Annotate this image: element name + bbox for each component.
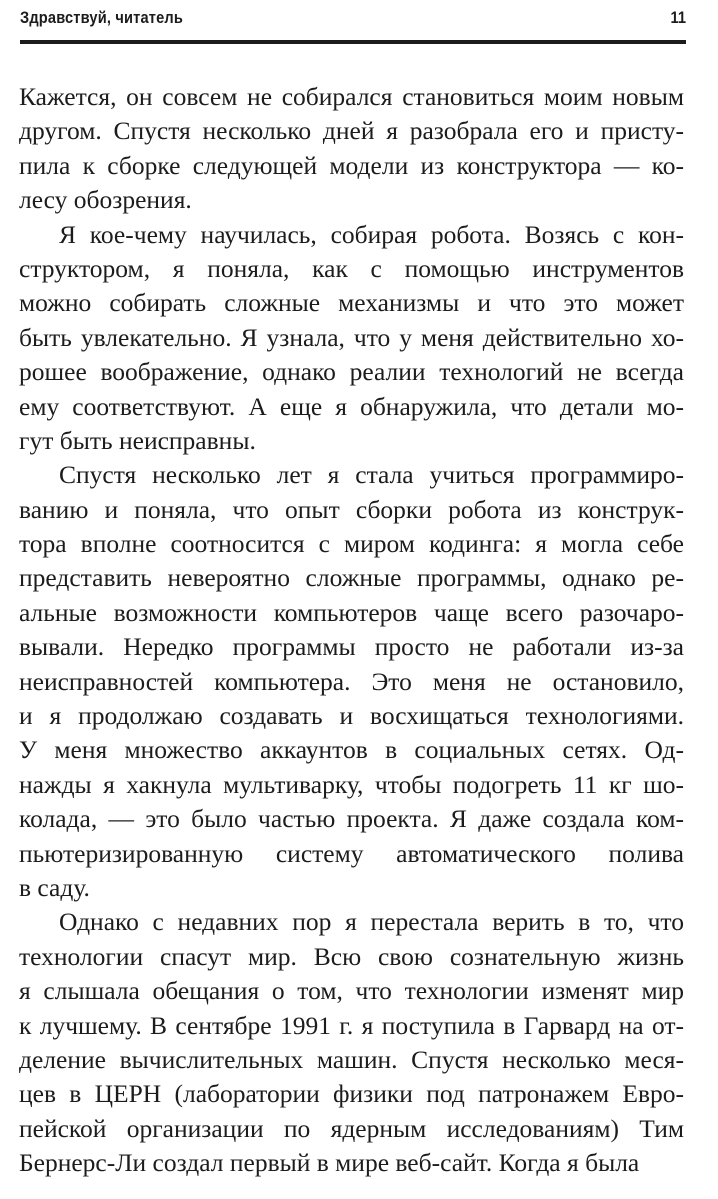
text-line: ванию и поняла, что опыт сборки робота из конструк- bbox=[19, 494, 684, 524]
text-line: можно собирать сложные механизмы и что это может bbox=[19, 288, 684, 318]
page-number: 11 bbox=[670, 8, 686, 27]
text-line: рошее воображение, однако реалии технологий не всегда bbox=[19, 357, 684, 387]
text-line: гут быть неисправны. bbox=[19, 425, 256, 455]
body-text bbox=[19, 80, 684, 1181]
running-header bbox=[20, 8, 686, 38]
text-line: структором, я поняла, как с помощью инструментов bbox=[19, 253, 684, 283]
text-line: деление вычислительных машин. Спустя несколько меся- bbox=[19, 1044, 684, 1074]
text-line: другом. Спустя несколько дней я разобрала его и присту- bbox=[19, 116, 684, 146]
paragraph bbox=[19, 218, 684, 459]
text-line: технологии спасут мир. Всю свою сознательную жизнь bbox=[19, 941, 684, 971]
text-line: Однако с недавних пор я перестала верить в то, что bbox=[59, 907, 684, 937]
text-line: Кажется, он совсем не собирался становиться моим новым bbox=[19, 82, 684, 111]
text-line: к лучшему. В сентябре 1991 г. я поступила в Гарвард на от- bbox=[19, 1010, 684, 1040]
text-line: тора вполне соотносится с миром кодинга: я могла себе bbox=[19, 529, 684, 559]
text-line: пейской организации по ядерным исследованиям) Тим bbox=[19, 1113, 684, 1143]
text-line: У меня множество аккаунтов в социальных сетях. Од- bbox=[19, 735, 684, 765]
paragraph bbox=[19, 905, 684, 1180]
text-line: ему соответствуют. А еще я обнаружила, что детали мо- bbox=[19, 391, 684, 421]
text-line: в саду. bbox=[19, 872, 90, 902]
text-line: и я продолжаю создавать и восхищаться технологиями. bbox=[19, 701, 684, 731]
text-line: я слышала обещания о том, что технологии изменят мир bbox=[19, 976, 684, 1006]
text-line: пила к сборке следующей модели из конструктора — ко- bbox=[19, 150, 684, 180]
text-line: цев в ЦЕРН (лаборатории физики под патронажем Евро- bbox=[19, 1079, 684, 1109]
chapter-title: Здравствуй, читатель bbox=[20, 8, 184, 27]
text-line: вывали. Нередко программы просто не работали из-за bbox=[19, 632, 684, 662]
text-line: представить невероятно сложные программы, однако ре- bbox=[19, 563, 684, 593]
text-line: нажды я хакнула мультиварку, чтобы подогреть 11 кг шо- bbox=[19, 769, 684, 799]
text-line: быть увлекательно. Я узнала, что у меня действительно хо- bbox=[19, 322, 684, 352]
header-rule bbox=[20, 40, 686, 44]
text-line: лесу обозрения. bbox=[19, 185, 192, 215]
text-line: Бернерс-Ли создал первый в мире веб-сайт. Когда я была bbox=[19, 1148, 640, 1178]
text-line: колада, — это было частью проекта. Я даже создала ком- bbox=[19, 804, 684, 834]
paragraph bbox=[19, 458, 684, 905]
text-line: неисправностей компьютера. Это меня не остановило, bbox=[19, 666, 684, 696]
text-line: Я кое-чему научилась, собирая робота. Возясь с кон- bbox=[59, 219, 684, 249]
paragraph bbox=[19, 80, 684, 218]
text-line: пьютеризированную систему автоматического полива bbox=[19, 838, 684, 868]
text-line: Спустя несколько лет я стала учиться программиро- bbox=[59, 460, 684, 490]
text-line: альные возможности компьютеров чаще всего разочаро- bbox=[19, 597, 684, 627]
